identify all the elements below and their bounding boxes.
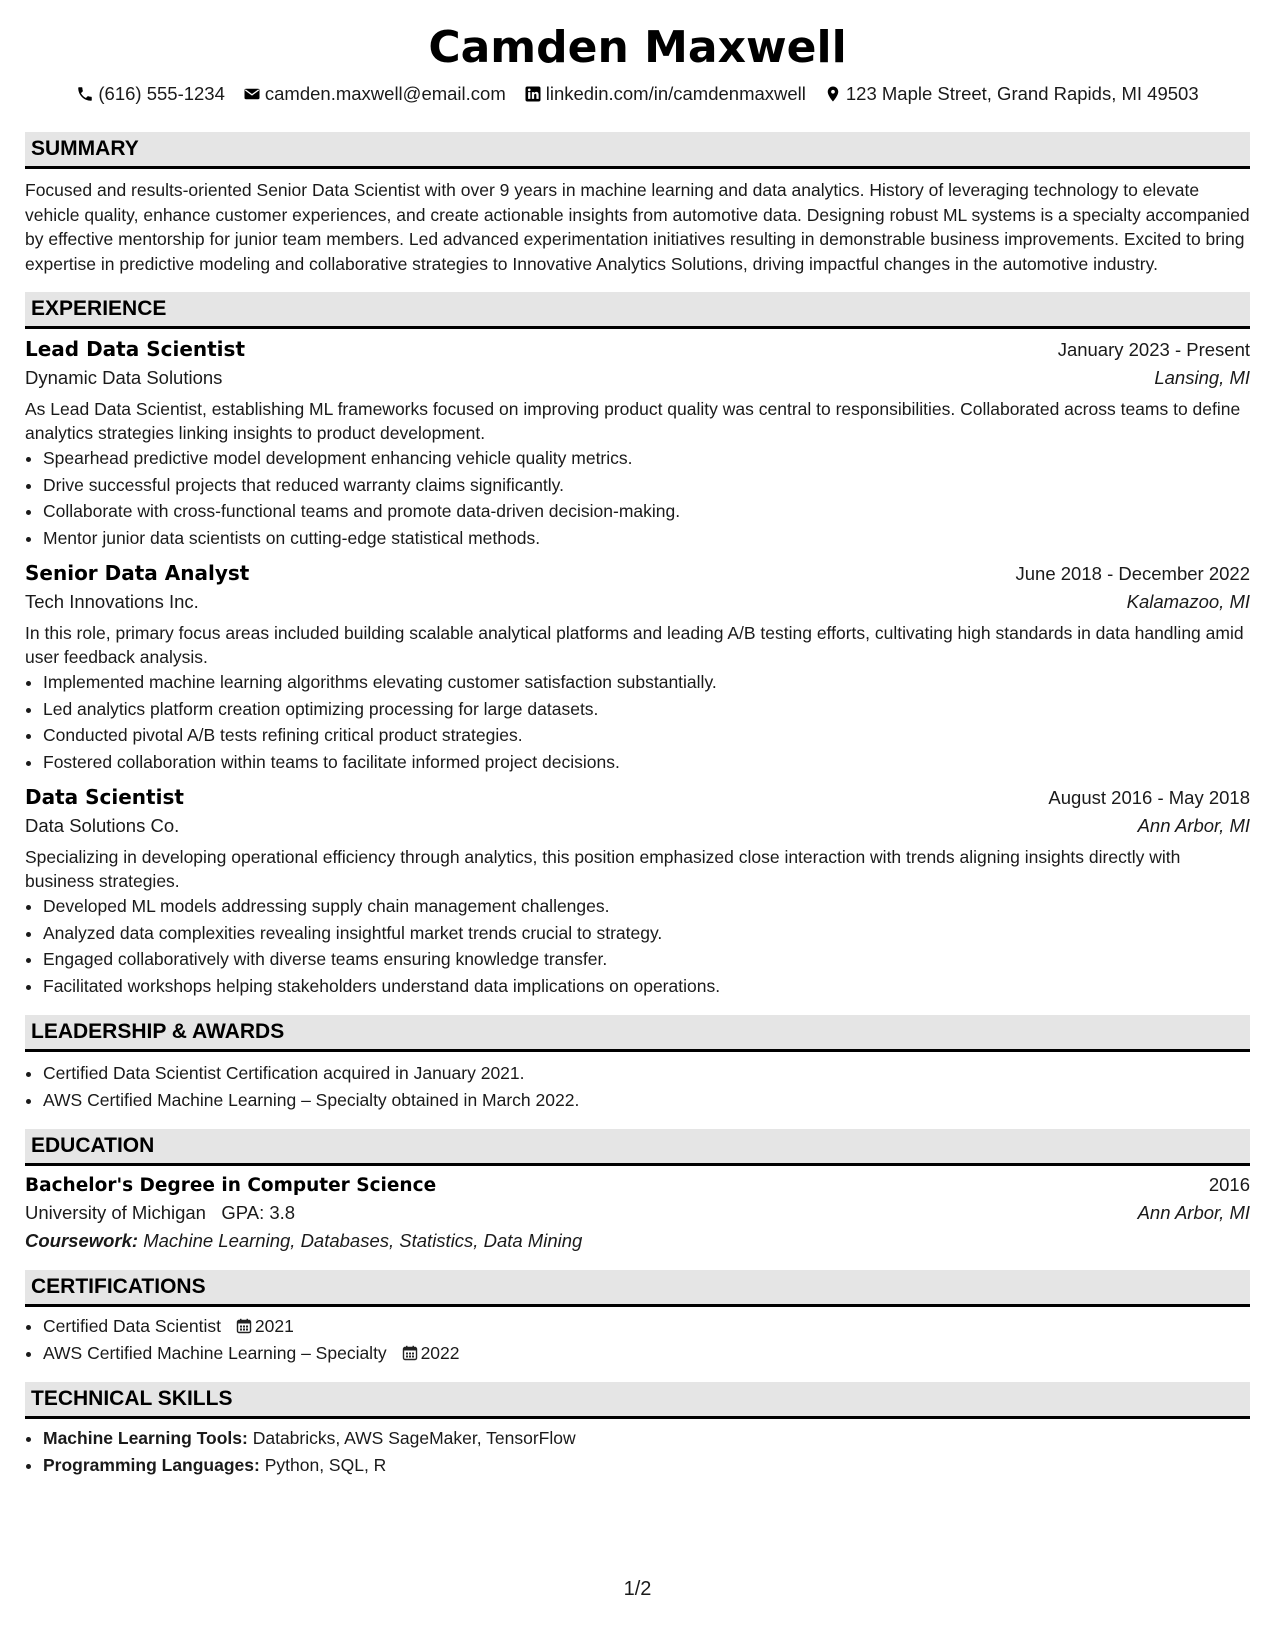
contact-linkedin[interactable] [524,83,806,105]
certifications-section [25,1270,1250,1366]
resume-page [25,18,1250,1478]
job-description: Specializing in developing operational efficiency through analytics, this position emphasized close interaction with trends aligning insights directly with business strategies. [25,847,1181,891]
calendar-icon [236,1318,252,1334]
skill-value: Databricks, AWS SageMaker, TensorFlow [252,1428,576,1448]
job-location: Kalamazoo, MI [1126,591,1250,612]
job-location: Ann Arbor, MI [1137,815,1250,836]
email-link[interactable]: camden.maxwell@email.com [264,83,506,104]
cert-year: 2022 [420,1342,460,1363]
job-title: Senior Data Analyst [25,561,250,585]
section-heading-experience: EXPERIENCE [25,292,1250,329]
leadership-list [25,1060,1250,1113]
school-line [25,1202,295,1224]
graduation-year: 2016 [1208,1174,1250,1195]
list-item: • Fostered collaboration within teams to facilitate informed project decisions. [43,749,1250,776]
section-heading-education: EDUCATION [25,1129,1250,1166]
experience-section [25,292,1250,999]
job-dates: June 2018 - December 2022 [1015,563,1250,584]
summary-section [25,132,1250,276]
list-item [43,1452,1250,1479]
cert-name: AWS Certified Machine Learning – Specialty [43,1342,387,1363]
list-item: • Facilitated workshops helping stakeholders understand data implications on operations. [43,973,1250,1000]
job-title: Lead Data Scientist [25,337,245,361]
skills-section [25,1382,1250,1478]
cert-name: Certified Data Scientist [43,1316,221,1336]
skill-value: Python, SQL, R [264,1454,387,1475]
coursework-list: Machine Learning, Databases, Statistics, Data Mining [143,1230,583,1251]
list-item [43,1340,1250,1367]
list-item [43,1425,1250,1452]
job-entry [25,561,1250,775]
list-item: • Led analytics platform creation optimizing processing for large datasets. [43,696,1250,723]
contact-bar [25,80,1250,108]
job-bullets [25,445,1250,551]
section-heading-skills: TECHNICAL SKILLS [25,1382,1250,1419]
gpa: GPA: 3.8 [221,1202,296,1223]
job-entry [25,785,1250,999]
job-description: In this role, primary focus areas included building scalable analytical platforms and leading A/B testing efforts, cultivating high standards in data handling amid user feedback analysis. [25,623,1244,667]
job-dates: August 2016 - May 2018 [1048,787,1250,808]
list-item: • Engaged collaboratively with diverse teams ensuring knowledge transfer. [43,946,1250,973]
list-item: • AWS Certified Machine Learning – Specialty obtained in March 2022. [43,1087,1250,1114]
phone-icon [76,85,94,103]
list-item: • Collaborate with cross-functional teams and promote data-driven decision-making. [43,498,1250,525]
calendar-icon [402,1345,418,1361]
contact-phone [76,83,225,105]
list-item: • Implemented machine learning algorithms elevating customer satisfaction substantially. [43,669,1250,696]
envelope-icon [243,85,261,103]
skills-list [25,1425,1250,1478]
list-item: • Analyzed data complexities revealing insightful market trends crucial to strategy. [43,920,1250,947]
page-number: 1/2 [623,1578,652,1600]
coursework-label: Coursework: [25,1230,139,1251]
section-heading-summary: SUMMARY [25,132,1250,169]
map-pin-icon [824,85,842,103]
job-dates: January 2023 - Present [1057,339,1250,360]
leadership-section [25,1015,1250,1113]
section-heading-leadership: LEADERSHIP & AWARDS [25,1015,1250,1052]
school-name: University of Michigan [25,1202,206,1223]
summary-text: Focused and results-oriented Senior Data Scientist with over 9 years in machine learning and data analytics. History of leveraging technology to elevate vehicle quality, enhance customer experiences, and create actionable insights from automotive data. Designing robust ML systems is a specialty accompanied by effective mentorship for junior team members. Led advanced experimentation initiatives resulting in demonstrable business improvements. Excited to bring expertise in predictive modeling and collaborative strategies to Innovative Analytics Solutions, driving impactful changes in the automotive industry. [25,180,1250,274]
contact-address [824,83,1199,105]
cert-year: 2021 [254,1316,294,1336]
list-item: • Certified Data Scientist Certification acquired in January 2021. [43,1060,1250,1087]
section-heading-certifications: CERTIFICATIONS [25,1270,1250,1307]
list-item: • Conducted pivotal A/B tests refining critical product strategies. [43,722,1250,749]
company-name: Tech Innovations Inc. [25,591,199,612]
list-item [43,1313,1250,1340]
list-item: • Mentor junior data scientists on cutting-edge statistical methods. [43,525,1250,552]
certifications-list [25,1313,1250,1366]
list-item: • Drive successful projects that reduced warranty claims significantly. [43,472,1250,499]
degree-title: Bachelor's Degree in Computer Science [25,1175,437,1196]
school-location: Ann Arbor, MI [1137,1202,1250,1223]
address-text: 123 Maple Street, Grand Rapids, MI 49503 [845,83,1199,104]
skill-label: Machine Learning Tools: [43,1428,248,1448]
list-item: • Spearhead predictive model development enhancing vehicle quality metrics. [43,445,1250,472]
job-bullets [25,893,1250,999]
linkedin-link[interactable]: linkedin.com/in/camdenmaxwell [545,83,806,104]
linkedin-icon [524,85,542,103]
list-item: • Developed ML models addressing supply chain management challenges. [43,893,1250,920]
job-bullets [25,669,1250,775]
company-name: Dynamic Data Solutions [25,367,223,388]
job-description: As Lead Data Scientist, establishing ML frameworks focused on improving product quality was central to responsibilities. Collaborated across teams to define analytics strategies linking insights to product development. [25,399,1241,443]
phone-text: (616) 555-1234 [98,83,225,104]
job-title: Data Scientist [25,785,184,809]
job-entry [25,337,1250,551]
coursework-line [25,1230,1250,1252]
company-name: Data Solutions Co. [25,815,180,836]
education-section [25,1129,1250,1252]
candidate-name: Camden Maxwell [428,22,847,73]
job-location: Lansing, MI [1154,367,1250,388]
skill-label: Programming Languages: [43,1454,260,1475]
contact-email[interactable] [243,83,506,105]
